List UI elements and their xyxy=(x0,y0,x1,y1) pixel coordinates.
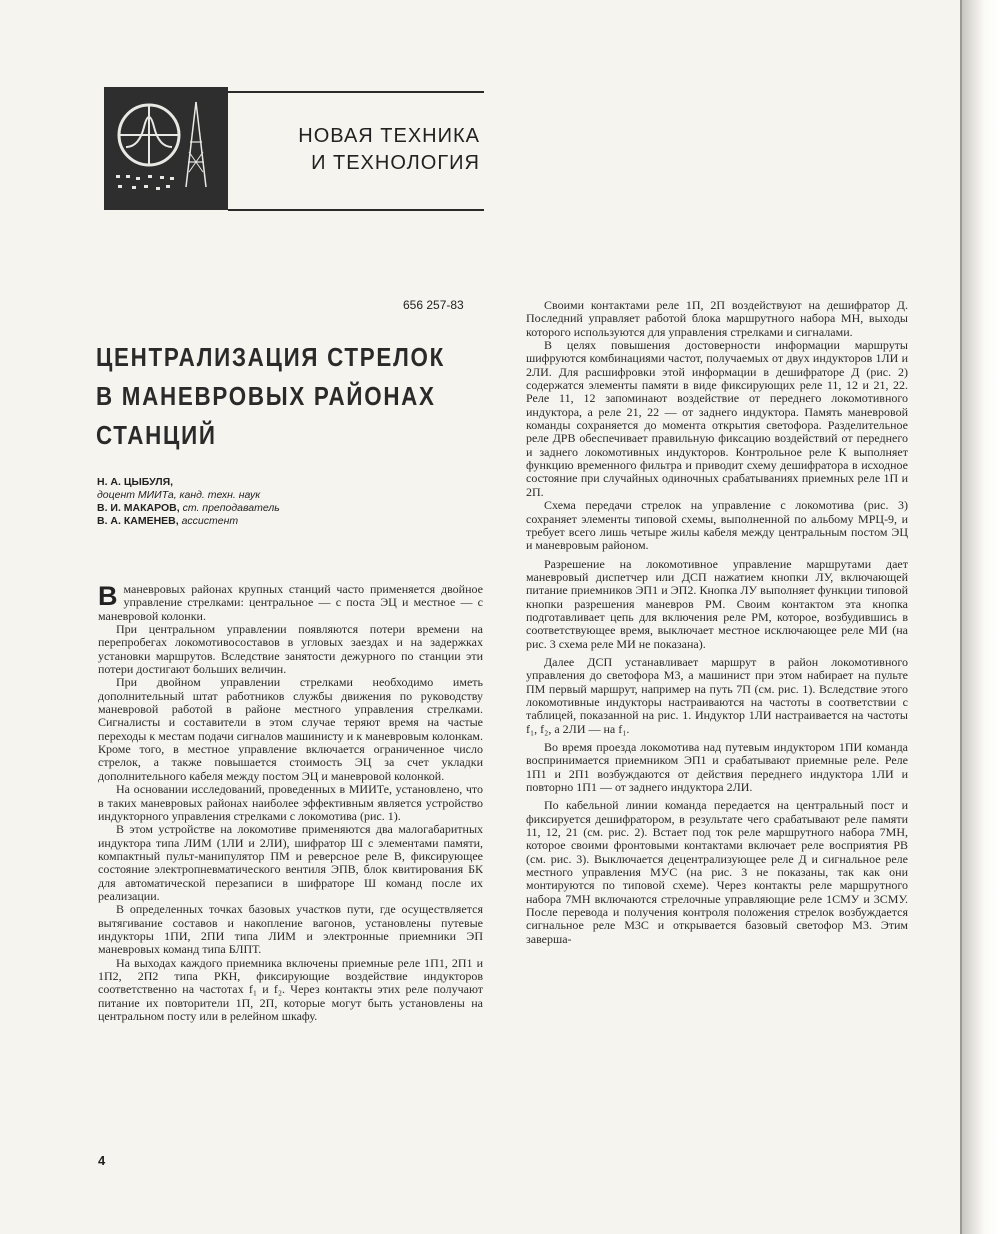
paragraph: В целях повышения достоверности информации маршруты шифруются комбинациями частот, получаемых от двух индукторов 1ЛИ и 2ЛИ. Для расшифровки этой информации в дешифраторе Д (рис. 2) содержатся элементы памяти в виде фиксирующих реле 11, 12 и 21, 22. Реле 11, 12 запоминают воздействие от переднего локомотивного индуктора, а реле 21, 22 — от заднего индуктора. Память маневровой команды сохраняется до момента открытия светофора. Разделительное реле ДРВ обеспечивает правильную фиксацию воздействий от переднего и заднего локомотивных индукторов. Контрольное реле К выполняет функцию временного фильтра и приводит схему дешифратора в исходное состояние при случайных одиночных срабатываниях приемных реле 1П и 2П. xyxy=(526,338,908,499)
article-title-line-3: СТАНЦИЙ xyxy=(96,420,217,450)
section-emblem-icon xyxy=(104,87,228,210)
article-title-line-2: В МАНЕВРОВЫХ РАЙОНАХ xyxy=(96,381,436,411)
author-list xyxy=(97,476,427,528)
author-name: В. А. КАМЕНЕВ, xyxy=(97,515,179,527)
author-line xyxy=(97,476,427,489)
paragraph: Разрешение на локомотивное управление маршрутами дает маневровый диспетчер или ДСП нажатием кнопки ЛУ, включающей питание приемников ЭП1 и ЭП2. Кнопка ЛУ выполняет функции типовой кнопки разрешения маневров РМ. Своим контактом эта кнопка подготавливает цепь для включения реле РМ, которое, возбудившись в соответствующее время, выключает местное исключающее реле МИ (на рис. 3 схема реле МИ не показана). xyxy=(526,556,908,651)
paragraph: При центральном управлении появляются потери времени на перепробегах локомотивосоставов в угловых заездах и на задержках установки маршрутов. Вследствие занятости дежурного по станции эти потери достигают больших величин. xyxy=(98,622,483,677)
author-role: ассистент xyxy=(181,515,239,527)
right-text-column xyxy=(526,299,908,946)
section-heading-line-2: И ТЕХНОЛОГИЯ xyxy=(311,152,480,174)
paragraph xyxy=(98,583,483,623)
paragraph: При двойном управлении стрелками необходимо иметь дополнительный штат работников службы движения по руководству маневровой работой в районе местного управления стрелками. Сигналисты и составители в этом случае теряют время на частые переходы к местам подачи сигналов машинисту и к маневровым колонкам. Кроме того, в местное управление включается ограниченное число стрелок, а также повышается стоимость ЭЦ за счет укладки дополнительного кабеля между постом ЭЦ и маневровой колонкой. xyxy=(98,675,483,783)
left-text-column xyxy=(98,583,483,1023)
author-line xyxy=(97,515,427,528)
author-role: ст. преподаватель xyxy=(182,502,280,514)
paragraph: На выходах каждого приемника включены приемные реле 1П1, 2П1 и 1П2, 2П2 типа РКН, фиксирующие воздействие индукторов соответственно на частотах f₁ и f₂. Через контакты этих реле получают питание их повторители 1П, 2П, которые могут быть установлены на центральном посту или в релейном шкафу. xyxy=(98,955,483,1023)
paragraph: Схема передачи стрелок на управление с локомотива (рис. 3) сохраняет элементы типовой схемы, выполненной по альбому МРЦ-9, и требует всего лишь четыре жилы кабеля между центральным постом ЭЦ и маневровым районом. xyxy=(526,498,908,553)
udk-code: 656 257-83 xyxy=(403,298,464,312)
paragraph: Своими контактами реле 1П, 2П воздействуют на дешифратор Д. Последний управляет работой блока маршрутного набора МН, выходы которого используются для управления стрелками и сигналами. xyxy=(526,298,908,339)
author-name: В. И. МАКАРОВ, xyxy=(97,502,180,514)
paragraph: По кабельной линии команда передается на центральный пост и фиксируется дешифратором, в результате чего срабатывают реле памяти 11, 12, 21 (см. рис. 2). Встает под ток реле маршрутного набора 7МН, которое своими фронтовыми контактами включает реле восприятия РВ (см. рис. 3). Выключается децентрализующее реле Д и сигнальное реле местного управления МУС (на рис. 3 не показаны, так как они монтируются по типовой схеме). Через контакты реле маршрутного набора 7МН включаются стрелочные управляющие реле 1СМУ и 3СМУ. После перевода и получения контроля положения стрелок возбуждается сигнальное реле М3С и открывается базовый светофор М3. Этим заверша- xyxy=(526,798,908,946)
next-page-edge xyxy=(962,0,1000,1234)
emblem-graphic xyxy=(104,87,228,210)
paragraph-text: маневровых районах крупных станций часто применяется двойное управление стрелками: центральное — с поста ЭЦ и местное — с маневровой колонки. xyxy=(98,582,483,623)
drop-cap: В xyxy=(98,581,118,611)
paragraph: В определенных точках базовых участков пути, где осуществляется вытягивание составов и накопление вагонов, установлены путевые индукторы 1ПИ, 2ПИ типа ЛИМ и электронные приемники ЭП маневровых команд типа БЛПТ. xyxy=(98,902,483,957)
author-name: Н. А. ЦЫБУЛЯ, xyxy=(97,476,174,488)
article-title xyxy=(96,338,445,455)
paragraph: В этом устройстве на локомотиве применяются два малогабаритных индуктора типа ЛИМ (1ЛИ и 2ЛИ), шифратор Ш с элементами памяти, компактный пульт-манипулятор ПМ и реверсное реле В, фиксирующее состояние электропневматического вентиля ЭПВ, блок квитирования БК для автоматической перезаписи в шифраторе Ш команд после их реализации. xyxy=(98,822,483,903)
section-heading xyxy=(270,123,480,177)
author-role: доцент МИИТа, канд. техн. наук xyxy=(97,489,261,501)
author-line xyxy=(97,489,427,502)
page-number: 4 xyxy=(98,1153,106,1168)
article-title-line-1: ЦЕНТРАЛИЗАЦИЯ СТРЕЛОК xyxy=(96,342,445,372)
header-rule-bottom xyxy=(228,209,484,211)
paragraph: На основании исследований, проведенных в МИИТе, установлено, что в таких маневровых районах наиболее эффективным является устройство индукторного управления стрелками с локомотива (рис. 1). xyxy=(98,782,483,823)
section-heading-line-1: НОВАЯ ТЕХНИКА xyxy=(298,125,480,147)
paragraph: Далее ДСП устанавливает маршрут в район локомотивного управления до светофора М3, а машинист при этом набирает на пульте ПМ первый маршрут, например на путь 7П (см. рис. 1). Вследствие этого локомотивные индукторы настраиваются на частоты в соответствии с таблицей, показанной на рис. 1. Индуктор 1ЛИ настраивается на частоты f₁, f₂, а 2ЛИ — на f₁. xyxy=(526,654,908,736)
paragraph: Во время проезда локомотива над путевым индуктором 1ПИ команда воспринимается приемником ЭП1 и срабатывают приемные реле. Реле 1П1 и 2П1 возбуждаются от действия переднего индуктора 1ЛИ и повторно 1П1 — от заднего индуктора 2ЛИ. xyxy=(526,740,908,795)
author-line xyxy=(97,502,427,515)
header-rule-top xyxy=(228,91,484,93)
